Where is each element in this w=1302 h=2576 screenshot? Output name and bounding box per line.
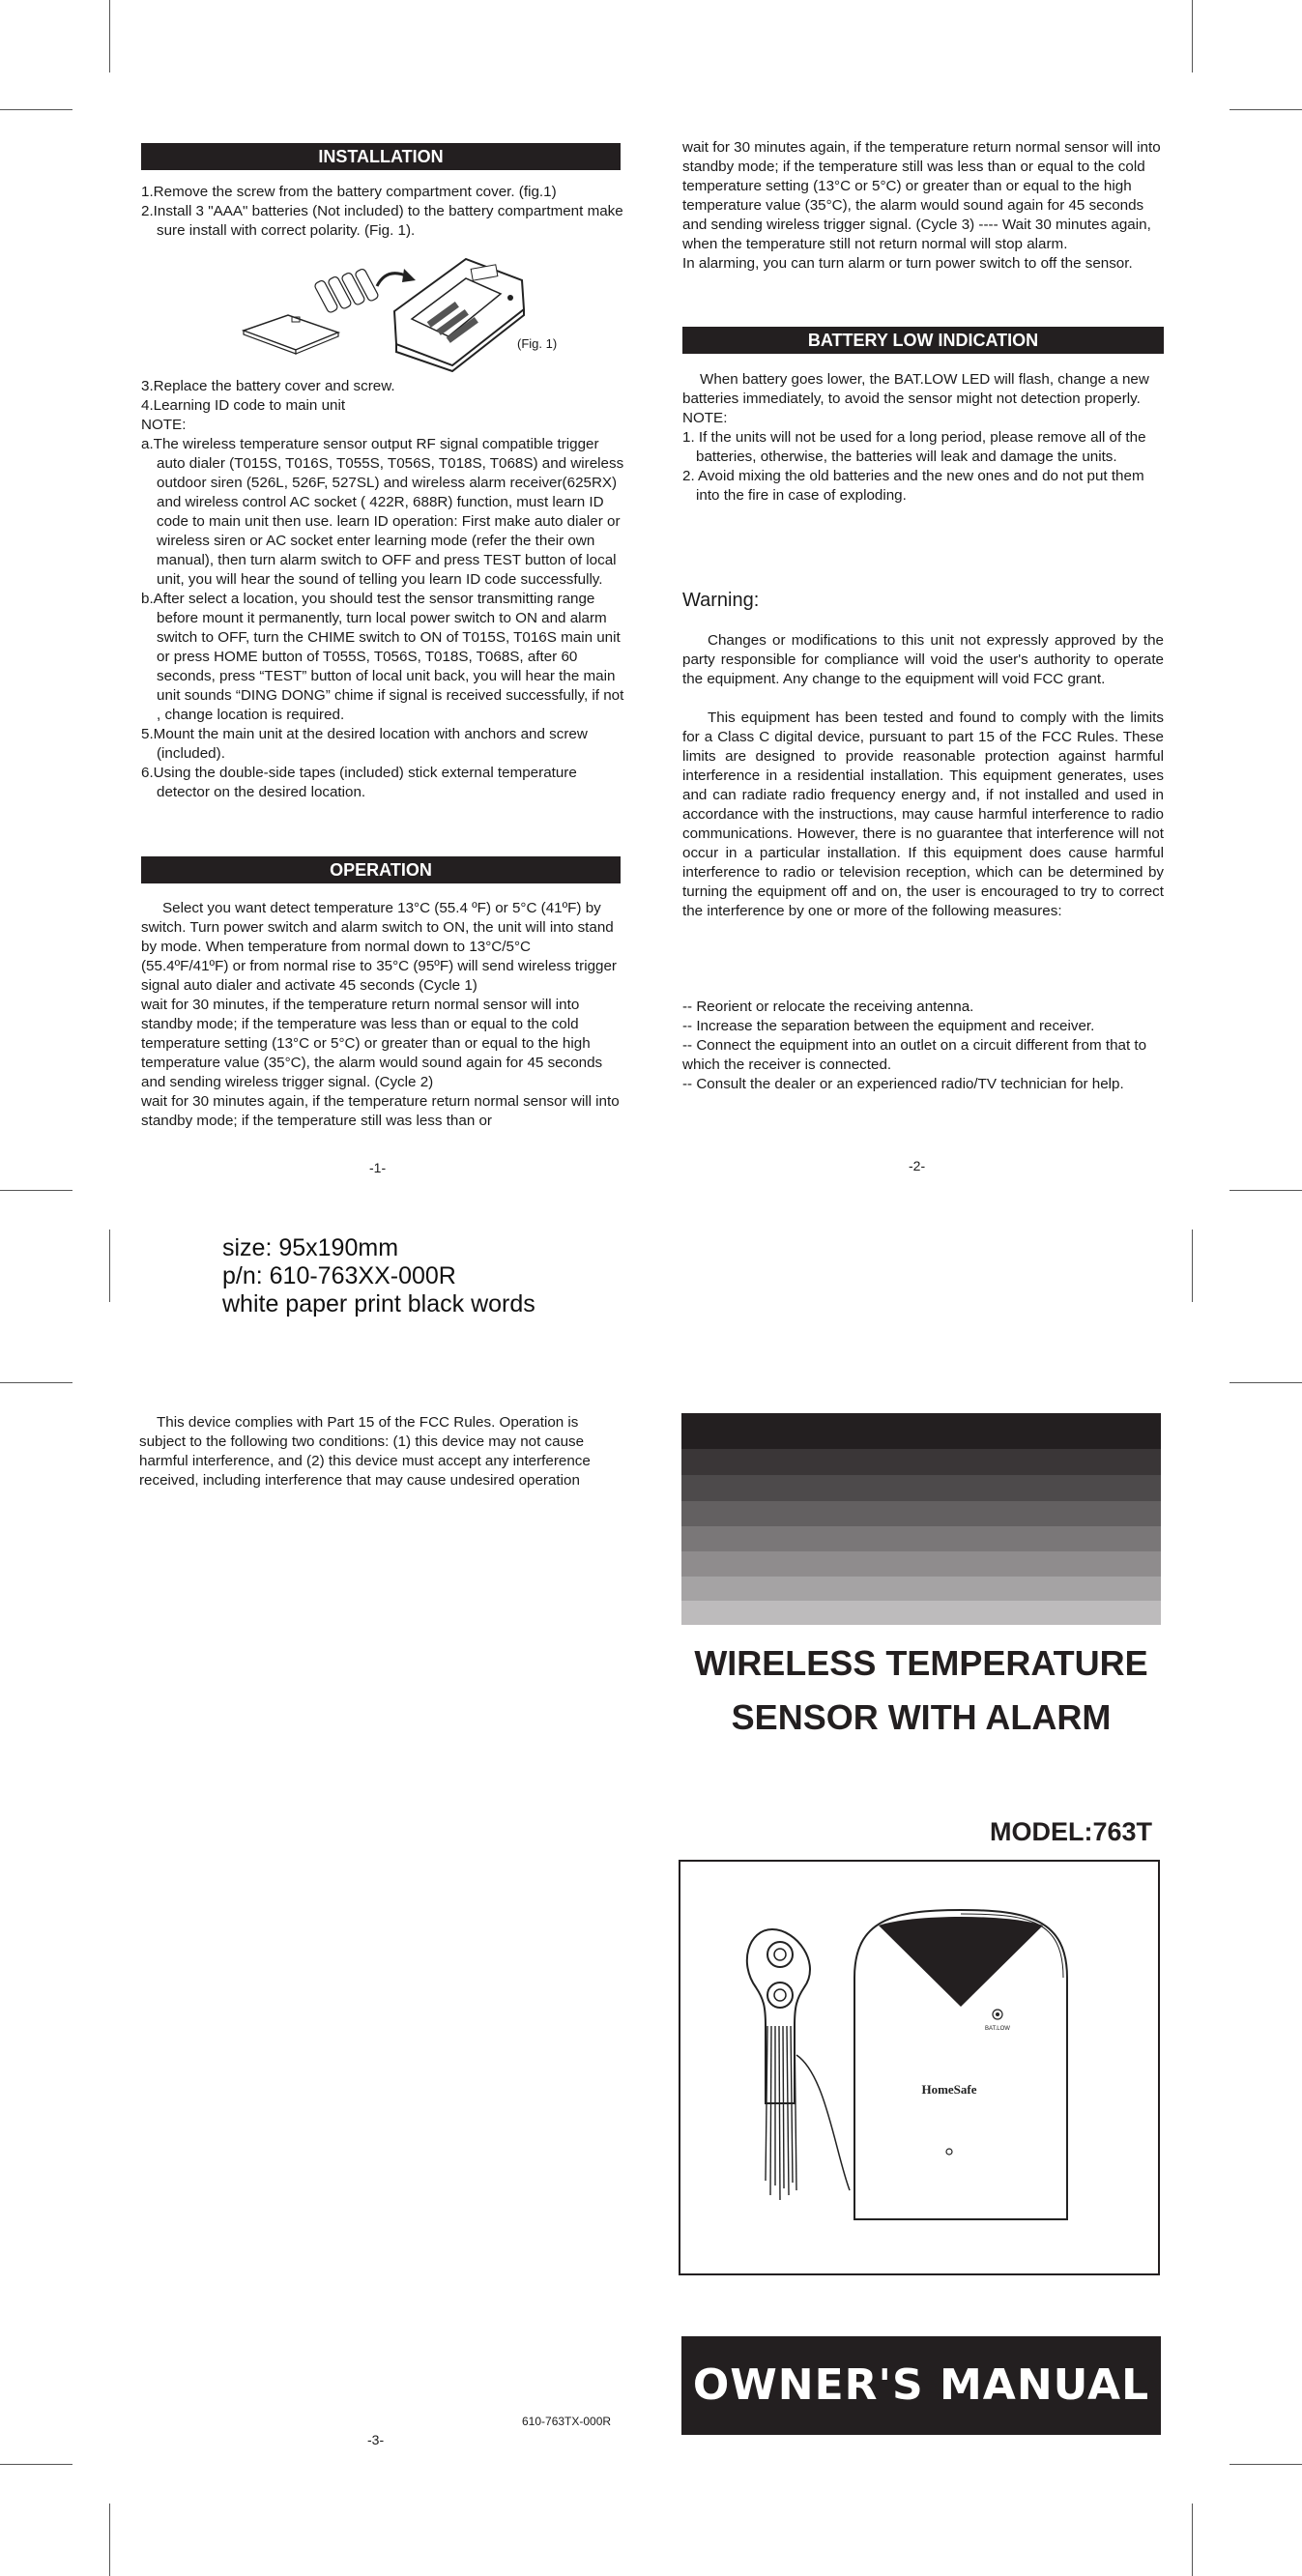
install-step-3: 3.Replace the battery cover and screw. <box>141 378 395 394</box>
warning-title: Warning: <box>682 590 760 611</box>
note-b: b.After select a location, you should test the sensor transmitting range before mount it permanently, turn local power switch to ON and alarm switch to OFF, turn the CHIME switch to ON of T015S, T016S main unit or press HOME button of T055S, T056S, T018S, T068S, after 60 seconds, press “TEST” button of local unit back, you will hear the main unit sounds “DING DONG” chime if signal is received successfully, if not , change location is required. <box>141 591 624 723</box>
install-step-1: 1.Remove the screw from the battery compartment cover. (fig.1) <box>141 184 557 200</box>
install-step-6: 6.Using the double-side tapes (included) stick external temperature detector on the desired location. <box>141 765 577 800</box>
owners-manual-banner <box>681 2336 1161 2435</box>
gray-band <box>681 1526 1161 1551</box>
gray-band <box>681 1577 1161 1601</box>
print-spec-note <box>222 1234 535 1318</box>
battery-low-header: BATTERY LOW INDICATION <box>682 327 1164 354</box>
warning-paragraph-2: This equipment has been tested and found to comply with the limits for a Class C digital device, pursuant to part 15 of the FCC Rules. These limits are designed to provide reasonable protection against harmful interference in a residential installation. This equipment generates, uses and can radiate radio frequency energy and, if not installed and used in accordance with the instructions, may cause harmful interference to radio communications. However, there is no guarantee that interference will not occur in a particular installation. If this equipment does cause harmful interference to radio or television reception, which can be determined by turning the equipment off and on, the user is encouraged to try to correct the interference by one or more of the following measures: <box>682 709 1164 919</box>
crop-mark <box>0 2464 72 2465</box>
warning-paragraph-1: Changes or modifications to this unit not expressly approved by the party responsible for compliance will void the user's authority to operate the equipment. Any change to the equipment will void FCC grant. <box>682 632 1164 687</box>
product-title-line-2: SENSOR WITH ALARM <box>731 1697 1112 1737</box>
gray-band <box>681 1501 1161 1526</box>
crop-mark <box>1192 0 1193 72</box>
operation-text <box>141 899 621 1131</box>
crop-mark <box>1192 2504 1193 2576</box>
battery-note-label: NOTE: <box>682 410 728 426</box>
page1-notes <box>141 377 624 802</box>
crop-mark <box>1230 109 1302 110</box>
product-image-frame <box>679 1860 1160 2275</box>
fig-caption: (Fig. 1) <box>517 336 558 351</box>
crop-mark <box>1230 1382 1302 1383</box>
crop-mark <box>109 1230 110 1302</box>
battery-low-paragraph: When battery goes lower, the BAT.LOW LED will flash, change a new batteries immediately, to avoid the sensor might not detection properly. <box>682 371 1149 407</box>
continued-paragraph: wait for 30 minutes again, if the temperature return normal sensor will into standby mode; if the temperature still was less than or equal to the cold temperature setting (13°C or 5°C) or greater than or equal to the high temperature value (35°C), the alarm would sound again for 45 seconds and sending wireless trigger signal. (Cycle 3) ---- Wait 30 minutes again, when the temperature still not return normal will stop alarm. <box>682 139 1161 252</box>
crop-mark <box>109 0 110 72</box>
owners-manual-label: OWNER'S MANUAL <box>692 2360 1150 2410</box>
sensor-unit-icon <box>854 1910 1067 2219</box>
page-number-1: -1- <box>369 1160 387 1175</box>
print-paper: white paper print black words <box>222 1290 535 1317</box>
page-number-2: -2- <box>909 1158 926 1173</box>
gray-band <box>681 1601 1161 1625</box>
battery-note-2: 2. Avoid mixing the old batteries and the new ones and do not put them into the fire in case of exploding. <box>682 468 1144 504</box>
measure-item: -- Connect the equipment into an outlet on a circuit different from that to which the receiver is connected. <box>682 1037 1147 1073</box>
part-number: 610-763TX-000R <box>522 2415 612 2428</box>
page1-installation-text <box>141 183 624 241</box>
page2-continued-text <box>682 138 1166 274</box>
crop-mark <box>1230 1190 1302 1191</box>
operation-paragraph-1: Select you want detect temperature 13°C (55.4 ºF) or 5°C (41ºF) by switch. Turn power switch and alarm switch to ON, the unit will into stand by mode. When temperature from normal down to 13°C/5°C (55.4ºF/41ºF) or from normal rise to 35°C (95ºF) will send wireless trigger signal auto dialer and activate 45 seconds (Cycle 1) <box>141 900 617 994</box>
product-illustration <box>680 1862 1158 2273</box>
installation-header: INSTALLATION <box>141 143 621 170</box>
homesafe-logo: HomeSafe <box>921 2082 977 2097</box>
bat-low-label: BAT.LOW <box>985 2026 1010 2032</box>
operation-paragraph-2: wait for 30 minutes, if the temperature return normal sensor will into standby mode; if the temperature was less than or equal to the cold temperature setting (13°C or 5°C) or greater than or equal to the high temperature value (35°C), the alarm would sound again for 45 seconds and sending wireless trigger signal. (Cycle 2) <box>141 997 603 1090</box>
operation-paragraph-3: wait for 30 minutes again, if the temperature return normal sensor will into standby mode; if the temperature still was less than or <box>141 1093 620 1129</box>
battery-note-1: 1. If the units will not be used for a long period, please remove all of the batteries, otherwise, the batteries will leak and damage the units. <box>682 429 1146 465</box>
crop-mark <box>109 2504 110 2576</box>
fcc-paragraph: This device complies with Part 15 of the FCC Rules. Operation is subject to the following two conditions: (1) this device may not cause harmful interference, and (2) this device must accept any interference received, including interference that may cause undesired operation <box>139 1414 591 1489</box>
gray-band <box>681 1449 1161 1475</box>
continued-paragraph-2: In alarming, you can turn alarm or turn power switch to off the sensor. <box>682 255 1133 272</box>
gray-band <box>681 1475 1161 1501</box>
measure-item: -- Increase the separation between the equipment and receiver. <box>682 1018 1095 1034</box>
page-number-3: -3- <box>367 2432 385 2447</box>
install-step-5: 5.Mount the main unit at the desired location with anchors and screw (included). <box>141 726 588 762</box>
battery-low-text <box>682 370 1164 506</box>
model-number: MODEL:763T <box>990 1817 1153 1846</box>
battery-install-figure <box>242 251 541 372</box>
note-label: NOTE: <box>141 417 187 433</box>
crop-mark <box>0 1190 72 1191</box>
crop-mark <box>0 1382 72 1383</box>
print-part-number: p/n: 610-763XX-000R <box>222 1262 456 1289</box>
measure-item: -- Reorient or relocate the receiving antenna. <box>682 999 974 1015</box>
product-title-line-1: WIRELESS TEMPERATURE <box>694 1643 1148 1683</box>
install-step-2: 2.Install 3 "AAA" batteries (Not included) to the battery compartment make sure install with correct polarity. (Fig. 1). <box>141 203 623 239</box>
measures-list <box>682 998 1164 1094</box>
crop-mark <box>0 109 72 110</box>
measure-item: -- Consult the dealer or an experienced radio/TV technician for help. <box>682 1076 1124 1092</box>
warning-text <box>682 631 1164 921</box>
fcc-compliance-text <box>139 1413 609 1491</box>
print-size: size: 95x190mm <box>222 1234 399 1261</box>
temperature-probe-icon <box>747 1929 850 2200</box>
crop-mark <box>1192 1230 1193 1302</box>
gray-band <box>681 1413 1161 1449</box>
operation-header: OPERATION <box>141 856 621 883</box>
install-step-4: 4.Learning ID code to main unit <box>141 397 346 414</box>
note-a: a.The wireless temperature sensor output RF signal compatible trigger auto dialer (T015S, T016S, T055S, T056S, T018S, T068S) and wireless outdoor siren (526L, 526F, 527SL) and wireless alarm receiver(625RX) and wireless control AC socket ( 422R, 688R) function, must learn ID code to main unit then use. learn ID operation: First make auto dialer or wireless siren or AC socket enter learning mode (refer the their own manual), then turn alarm switch to OFF and press TEST button of local unit, you will hear the sound of telling you learn ID code successfully. <box>141 436 624 588</box>
crop-mark <box>1230 2464 1302 2465</box>
gray-band <box>681 1551 1161 1577</box>
